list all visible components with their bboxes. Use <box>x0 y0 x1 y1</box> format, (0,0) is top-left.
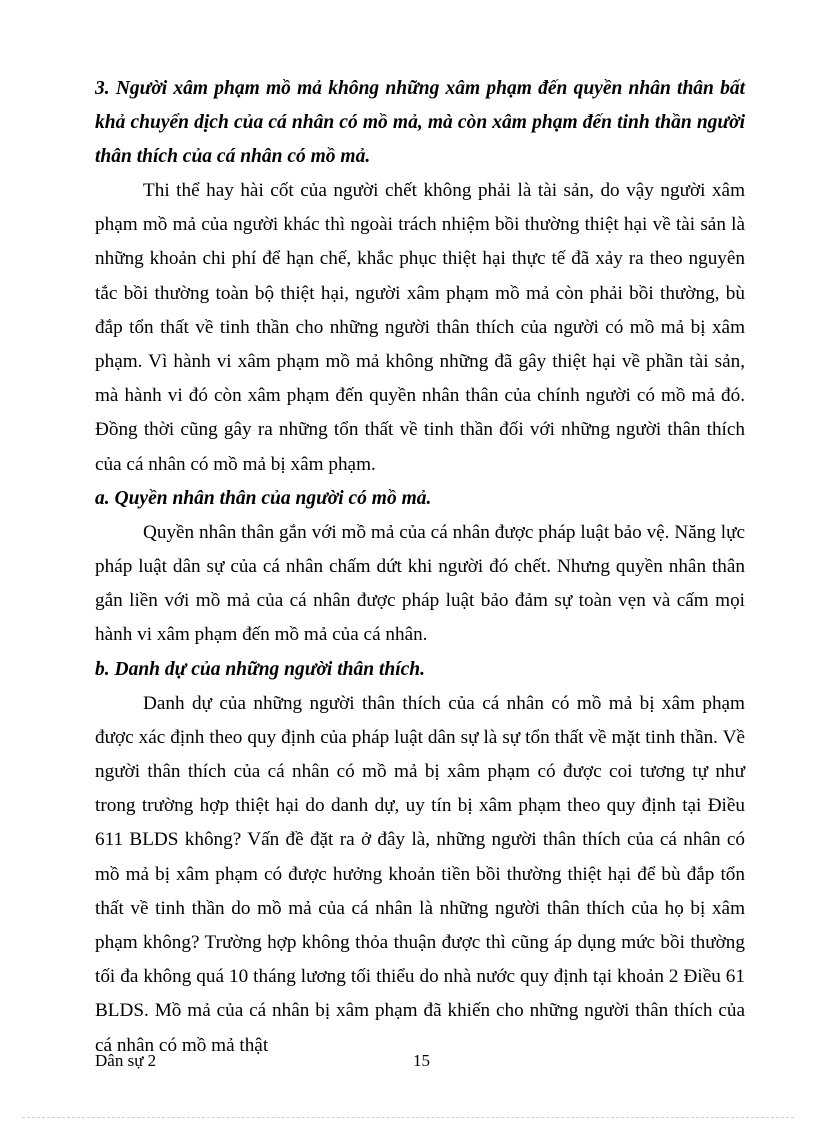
page-bottom-divider <box>22 1117 794 1118</box>
subheading-b: b. Danh dự của những người thân thích. <box>95 658 425 680</box>
subheading-a: a. Quyền nhân thân của người có mồ mả. <box>95 487 432 509</box>
paragraph-1: Thi thể hay hài cốt của người chết không phải là tài sản, do vậy người xâm phạm mồ mả của người khác thì ngoài trách nhiệm bồi thường thiệt hại về tài sản là những khoản chi phí để hạn chế, khắc phục thiệt hại thực tế đã xảy ra theo nguyên tắc bồi thường toàn bộ thiệt hại, người xâm phạm mồ mả còn phải bồi thường, bù đắp tổn thất về tinh thần cho những người thân thích của người có mồ mả bị xâm phạm. Vì hành vi xâm phạm mồ mả không những đã gây thiệt hại về phần tài sản, mà hành vi đó còn xâm phạm đến quyền nhân thân của chính người có mồ mả đó. Đồng thời cũng gây ra những tổn thất về tinh thần đối với những người thân thích của cá nhân có mồ mả bị xâm phạm. <box>95 180 745 475</box>
paragraph-3: Danh dự của những người thân thích của cá nhân có mồ mả bị xâm phạm được xác định theo quy định của pháp luật dân sự là sự tổn thất về mặt tinh thần. Về người thân thích của cá nhân có mồ mả bị xâm phạm có được coi tương tự như trong trường hợp thiệt hại do danh dự, uy tín bị xâm phạm theo quy định tại Điều 611 BLDS không? Vấn đề đặt ra ở đây là, những người thân thích của cá nhân có mồ mả bị xâm phạm có được hưởng khoản tiền bồi thường thiệt hại để bù đắp tổn thất về tinh thần do mồ mả của cá nhân là những người thân thích của họ bị xâm phạm không? Trường hợp không thỏa thuận được thì cũng áp dụng mức bồi thường tối đa không quá 10 tháng lương tối thiểu do nhà nước quy định tại khoản 2 Điều 61 BLDS. Mồ mả của cá nhân bị xâm phạm đã khiến cho những người thân thích của cá nhân có mồ mả thật <box>95 692 745 1056</box>
page-number: 15 <box>413 1051 430 1070</box>
section-heading: 3. Người xâm phạm mồ mả không những xâm phạm đến quyền nhân thân bất khả chuyển dịch của cá nhân có mồ mả, mà còn xâm phạm đến tinh thần người thân thích của cá nhân có mồ mả. <box>95 78 745 167</box>
footer-course-label: Dân sự 2 <box>95 1051 157 1070</box>
document-body <box>95 72 745 1063</box>
paragraph-2: Quyền nhân thân gắn với mồ mả của cá nhân được pháp luật bảo vệ. Năng lực pháp luật dân sự của cá nhân chấm dứt khi người đó chết. Nhưng quyền nhân thân gắn liền với mồ mả của cá nhân được pháp luật bảo đảm sự toàn vẹn và cấm mọi hành vi xâm phạm đến mồ mả của cá nhân. <box>95 521 745 646</box>
